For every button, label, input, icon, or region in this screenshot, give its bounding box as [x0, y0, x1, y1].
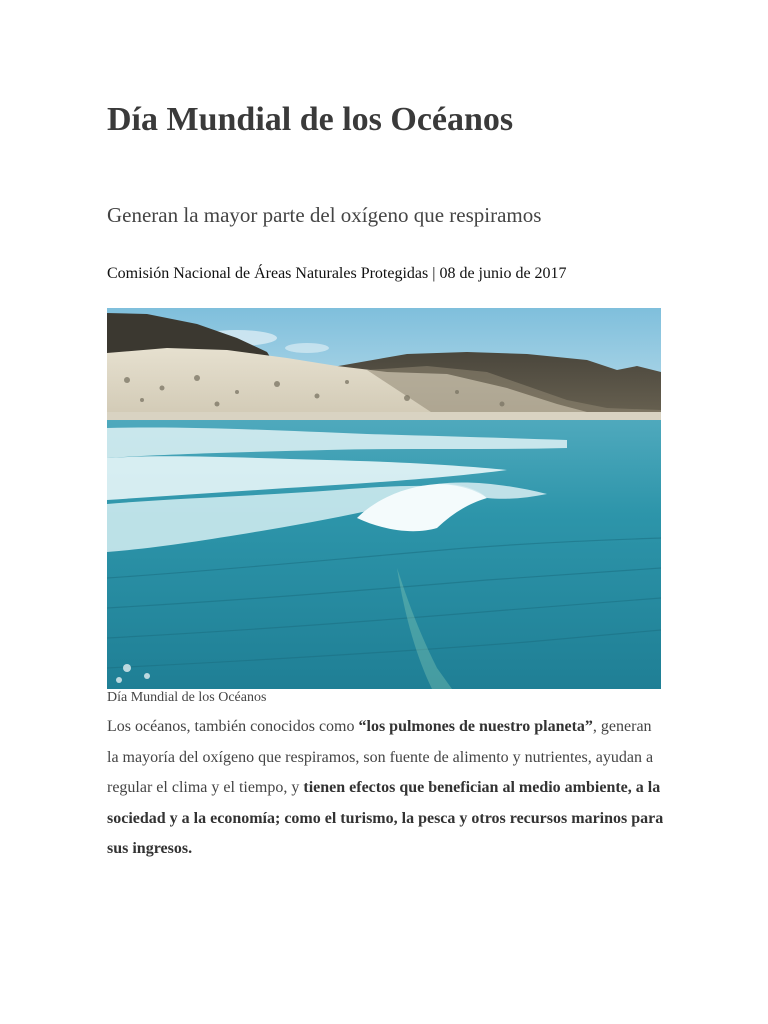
paragraph-middle: , generan la mayoría del oxígeno que respiramos, son fuente de alimento y nutrientes, ayudan a regular el clima y el tiempo, y [107, 718, 654, 796]
ocean-beach-photo [107, 308, 661, 689]
paragraph-lead: Los océanos, también conocidos como [107, 718, 359, 735]
page-title: Día Mundial de los Océanos [107, 101, 514, 138]
image-caption: Día Mundial de los Océanos [107, 690, 267, 705]
paragraph-emphasis: tienen efectos que benefician al medio ambiente, a la sociedad y a la economía; como el turismo, la pesca y otros recursos marinos para sus ingresos. [107, 779, 664, 857]
paragraph-quote: “los pulmones de nuestro planeta” [358, 718, 593, 735]
article-byline: Comisión Nacional de Áreas Naturales Protegidas | 08 de junio de 2017 [107, 265, 567, 282]
article-subtitle: Generan la mayor parte del oxígeno que respiramos [107, 203, 542, 227]
article-paragraph [107, 712, 667, 865]
